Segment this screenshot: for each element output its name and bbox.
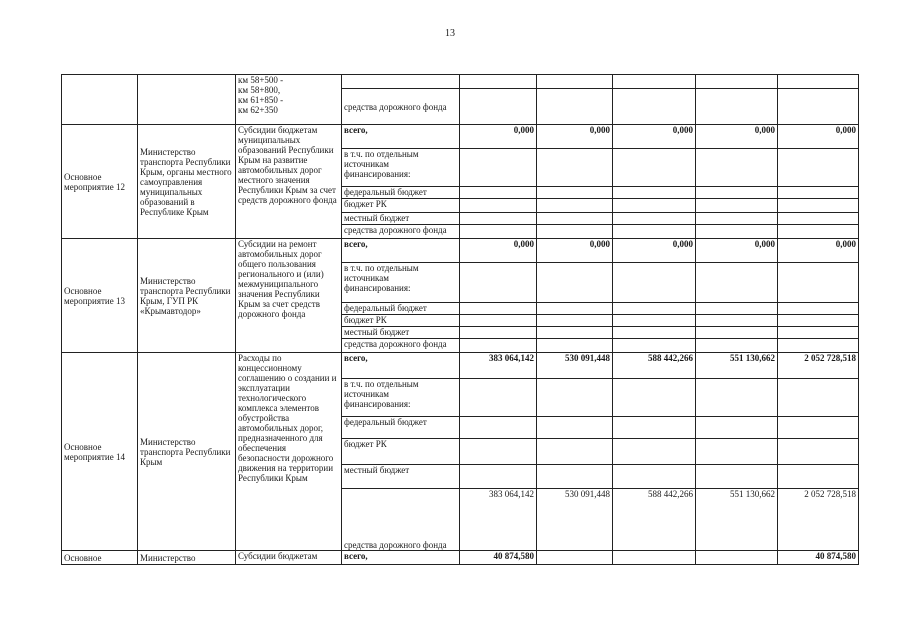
amount-cell — [613, 439, 696, 465]
amount-cell — [613, 213, 696, 225]
executor-cell — [138, 75, 236, 125]
amount-cell — [778, 465, 859, 489]
funding-source-cell: всего, — [342, 239, 460, 263]
amount-cell — [460, 379, 537, 417]
amount-cell: 0,000 — [613, 239, 696, 263]
amount-cell — [537, 75, 613, 89]
amount-cell — [613, 89, 696, 125]
executor-cell: Министерство транспорта Республики Крым, органы местного самоуправления муниципальных образований в Республике Крым — [138, 125, 236, 239]
amount-cell: 383 064,142 — [460, 353, 537, 379]
amount-cell: 588 442,266 — [613, 489, 696, 551]
table-row — [62, 551, 859, 565]
amount-cell — [696, 339, 778, 353]
executor-cell: Министерство транспорта Республики Крым — [138, 353, 236, 551]
amount-cell — [613, 327, 696, 339]
funding-source-cell: средства дорожного фонда — [342, 89, 460, 125]
funding-source-cell: всего, — [342, 551, 460, 565]
amount-cell: 0,000 — [778, 125, 859, 149]
amount-cell — [696, 75, 778, 89]
amount-cell — [460, 327, 537, 339]
amount-cell — [537, 315, 613, 327]
amount-cell — [537, 417, 613, 439]
amount-cell — [537, 199, 613, 213]
amount-cell — [460, 339, 537, 353]
amount-cell — [778, 89, 859, 125]
amount-cell: 0,000 — [537, 125, 613, 149]
amount-cell — [778, 379, 859, 417]
table-row — [62, 75, 859, 89]
amount-cell — [778, 339, 859, 353]
amount-cell — [537, 303, 613, 315]
amount-cell: 2 052 728,518 — [778, 353, 859, 379]
funding-source-cell: местный бюджет — [342, 213, 460, 225]
amount-cell — [613, 339, 696, 353]
amount-cell: 0,000 — [778, 239, 859, 263]
measure-description-cell: км 58+500 - км 58+800, км 61+850 - км 62+350 — [236, 75, 342, 125]
measure-name-cell — [62, 75, 138, 125]
amount-cell — [613, 75, 696, 89]
amount-cell — [537, 327, 613, 339]
amount-cell: 0,000 — [460, 125, 537, 149]
amount-cell — [537, 149, 613, 187]
amount-cell — [613, 187, 696, 199]
amount-cell: 0,000 — [460, 239, 537, 263]
amount-cell — [696, 303, 778, 315]
amount-cell — [696, 315, 778, 327]
amount-cell — [778, 315, 859, 327]
amount-cell — [696, 551, 778, 565]
amount-cell — [696, 149, 778, 187]
amount-cell — [613, 303, 696, 315]
funding-source-cell: федеральный бюджет — [342, 187, 460, 199]
measure-name-cell: Основное мероприятие 14 — [62, 353, 138, 551]
amount-cell — [696, 199, 778, 213]
amount-cell — [460, 75, 537, 89]
amount-cell — [696, 417, 778, 439]
amount-cell — [537, 225, 613, 239]
amount-cell — [460, 187, 537, 199]
amount-cell — [696, 465, 778, 489]
amount-cell — [613, 225, 696, 239]
amount-cell — [613, 551, 696, 565]
amount-cell — [613, 263, 696, 303]
funding-source-cell: бюджет РК — [342, 315, 460, 327]
amount-cell — [537, 551, 613, 565]
amount-cell — [696, 439, 778, 465]
funding-source-cell: федеральный бюджет — [342, 303, 460, 315]
amount-cell: 0,000 — [613, 125, 696, 149]
amount-cell: 383 064,142 — [460, 489, 537, 551]
amount-cell: 551 130,662 — [696, 489, 778, 551]
funding-source-cell: в т.ч. по отдельным источникам финансирования: — [342, 263, 460, 303]
amount-cell — [460, 439, 537, 465]
amount-cell — [537, 379, 613, 417]
amount-cell — [778, 149, 859, 187]
amount-cell — [460, 225, 537, 239]
executor-cell: Министерство транспорта Республики Крым, ГУП РК «Крымавтодор» — [138, 239, 236, 353]
amount-cell: 530 091,448 — [537, 353, 613, 379]
measure-name-cell: Основное мероприятие 12 — [62, 125, 138, 239]
amount-cell — [613, 199, 696, 213]
measure-description-cell: Субсидии бюджетам — [236, 551, 342, 565]
funding-source-cell: в т.ч. по отдельным источникам финансирования: — [342, 149, 460, 187]
amount-cell — [460, 263, 537, 303]
funding-source-cell: местный бюджет — [342, 465, 460, 489]
amount-cell — [537, 263, 613, 303]
amount-cell — [778, 187, 859, 199]
measure-description-cell: Субсидии на ремонт автомобильных дорог общего пользования регионального и (или) межмуниципального значения Республики Крым за счет средств дорожного фонда — [236, 239, 342, 353]
amount-cell — [778, 303, 859, 315]
amount-cell: 530 091,448 — [537, 489, 613, 551]
measure-name-cell: Основное — [62, 551, 138, 565]
amount-cell — [613, 465, 696, 489]
amount-cell: 40 874,580 — [460, 551, 537, 565]
amount-cell — [613, 417, 696, 439]
amount-cell: 0,000 — [537, 239, 613, 263]
measure-description-cell: Субсидии бюджетам муниципальных образований Республики Крым на развитие автомобильных дорог местного значения Республики Крым за счет средств дорожного фонда — [236, 125, 342, 239]
amount-cell — [460, 303, 537, 315]
amount-cell — [537, 339, 613, 353]
funding-source-cell: средства дорожного фонда — [342, 489, 460, 551]
funding-source-cell: средства дорожного фонда — [342, 339, 460, 353]
amount-cell — [613, 315, 696, 327]
amount-cell — [613, 149, 696, 187]
amount-cell — [460, 417, 537, 439]
amount-cell: 2 052 728,518 — [778, 489, 859, 551]
amount-cell: 0,000 — [696, 239, 778, 263]
amount-cell — [696, 379, 778, 417]
amount-cell — [537, 89, 613, 125]
funding-source-cell — [342, 75, 460, 89]
amount-cell: 0,000 — [696, 125, 778, 149]
funding-source-cell: всего, — [342, 125, 460, 149]
executor-cell: Министерство — [138, 551, 236, 565]
amount-cell — [696, 225, 778, 239]
amount-cell — [460, 213, 537, 225]
measure-name-cell: Основное мероприятие 13 — [62, 239, 138, 353]
funding-source-cell: бюджет РК — [342, 439, 460, 465]
funding-source-cell: местный бюджет — [342, 327, 460, 339]
page-number: 13 — [445, 28, 455, 39]
measure-description-cell: Расходы по концессионному соглашению о создании и эксплуатации технологического комплекса элементов обустройства автомобильных дорог, предназначенного для обеспечения безопасности дорожного движения на территории Республики Крым — [236, 353, 342, 551]
amount-cell — [778, 199, 859, 213]
amount-cell — [778, 417, 859, 439]
amount-cell — [696, 187, 778, 199]
amount-cell — [537, 439, 613, 465]
amount-cell — [460, 149, 537, 187]
amount-cell — [696, 89, 778, 125]
amount-cell — [778, 263, 859, 303]
amount-cell: 588 442,266 — [613, 353, 696, 379]
funding-source-cell: федеральный бюджет — [342, 417, 460, 439]
amount-cell — [778, 75, 859, 89]
amount-cell — [778, 327, 859, 339]
funding-source-cell: средства дорожного фонда — [342, 225, 460, 239]
amount-cell: 40 874,580 — [778, 551, 859, 565]
funding-source-cell: всего, — [342, 353, 460, 379]
amount-cell — [778, 213, 859, 225]
amount-cell — [537, 465, 613, 489]
amount-cell — [460, 315, 537, 327]
amount-cell — [778, 225, 859, 239]
amount-cell — [696, 327, 778, 339]
table-row — [62, 239, 859, 263]
amount-cell — [460, 465, 537, 489]
amount-cell — [778, 439, 859, 465]
funding-source-cell: бюджет РК — [342, 199, 460, 213]
amount-cell — [613, 379, 696, 417]
amount-cell — [696, 263, 778, 303]
amount-cell — [696, 213, 778, 225]
table-row — [62, 353, 859, 379]
amount-cell — [460, 89, 537, 125]
amount-cell — [537, 213, 613, 225]
budget-table — [61, 74, 859, 565]
funding-source-cell: в т.ч. по отдельным источникам финансирования: — [342, 379, 460, 417]
table-row — [62, 125, 859, 149]
amount-cell: 551 130,662 — [696, 353, 778, 379]
amount-cell — [460, 199, 537, 213]
amount-cell — [537, 187, 613, 199]
